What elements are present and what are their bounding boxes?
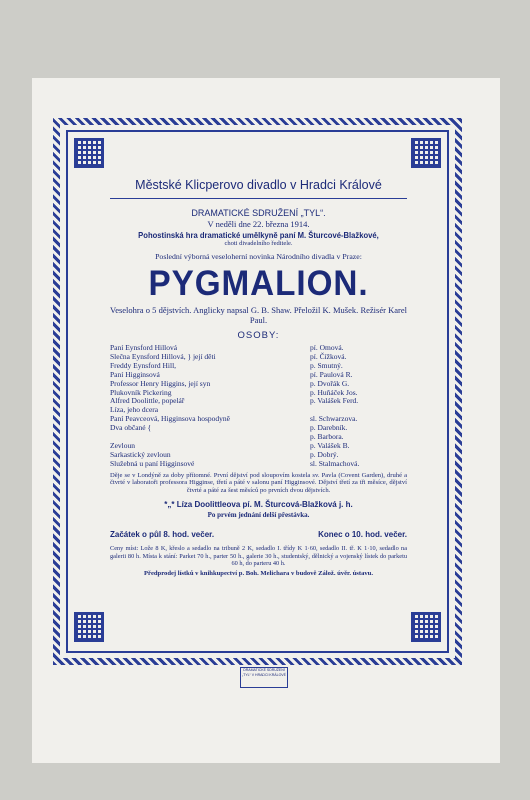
cast-row: Sarkastický zevloun p. Dobrý. [110,449,339,459]
cast-row: p. Barbora. [310,432,344,442]
novelty-line: Poslední výborná veseloherní novinka Národního divadla v Praze: [155,252,362,261]
cast-heading: OSOBY: [237,330,280,341]
presale-info: Předprodej lístků v knihkupectví p. Boh. Melichara v budově Zálož. úvěr. ústavu. [144,569,373,577]
corner-ornament-icon [411,612,441,642]
cast-row: Plukovník Pickering p. Huňáček Jos. [110,387,358,397]
play-title: PYGMALION. [148,264,369,303]
divider [110,198,407,199]
performance-date: V neděli dne 22. března 1914. [207,219,310,229]
cast-list [110,344,407,469]
program-content [110,178,407,577]
corner-ornament-icon [411,138,441,168]
cast-row: Paní Higginsová pí. Paulová R. [110,369,353,379]
cast-row: Paní Peavceová, Higginsova hospodyně sl. Schwarzova. [110,414,358,424]
cast-row: Alfred Doolittle, popelář p. Valášek Ferd. [110,396,359,406]
cast-row: Paní Eynsford Hillová pí. Omová. [110,343,344,352]
corner-ornament-icon [74,612,104,642]
guest-subtitle: choti divadelního ředitele. [224,240,293,247]
guest-performance: Pohostinská hra dramatické umělkyně paní M. Šturcové-Blažkové, [138,230,379,240]
cast-row: Professor Henry Higgins, její syn p. Dvořák G. [110,378,350,388]
setting-note: Děje se v Londýně za doby přítomné. První dějství pod sloupovím kostela sv. Pavla (Covent Garden), druhé a čtvrté v laboratoři professora Higginse, třetí a páté v salonu paní Higginsové. Dějství třetí za tři měsíce, dějství čtvrté a páté za šest měsíců po prvních dvou dějstvích. [110,471,407,494]
company-name: DRAMATICKÉ SDRUŽENÍ „TYL“. [191,208,326,218]
cast-row: Zevloun p. Valášek B. [110,440,350,450]
society-stamp: DRAMATICKÉ SDRUŽENÍ „TYL“ V HRADCI KRÁLOVÉ [240,667,288,688]
theatre-name: Městské Klicperovo divadlo v Hradci Králové [135,178,382,192]
corner-ornament-icon [74,138,104,168]
play-subtitle: Veselohra o 5 dějstvích. Anglicky napsal G. B. Shaw. Přeložil K. Mušek. Režisér Karel Paul. [110,305,407,325]
cast-row: Freddy Eynsford Hill, p. Smutný. [110,360,343,370]
cast-row: Líza, jeho dcera [110,406,159,415]
ticket-prices: Ceny míst: Lože 8 K, křeslo a sedadlo na tribuně 2 K, sedadlo I. třídy K 1·60, sedadlo II. tř. K 1·10, sedadlo na galerii 80 h. Místa k stání: Parket 70 h., parter 50 h., galerie 30 h., studentský, dělnický a vojenský lístek do parketu 60 h, do parteru 40 h. [110,545,407,568]
start-end-times [110,530,407,539]
lead-role-line: *„* Líza Doolittleova pí. M. Šturcová-Blažková j. h. [164,500,353,510]
cast-row: Služebná u paní Higginsové sl. Stalmachová. [110,458,360,468]
cast-row: Dva občané { p. Darebník. [110,423,348,433]
cast-row: Slečna Eynsford Hillová, } její děti pí. Čížková. [110,351,347,361]
end-time: Konec o 10. hod. večer. [318,530,407,540]
start-time: Začátek o půl 8. hod. večer. [110,530,215,540]
intermission-note: Po prvém jednání delší přestávka. [207,511,310,520]
